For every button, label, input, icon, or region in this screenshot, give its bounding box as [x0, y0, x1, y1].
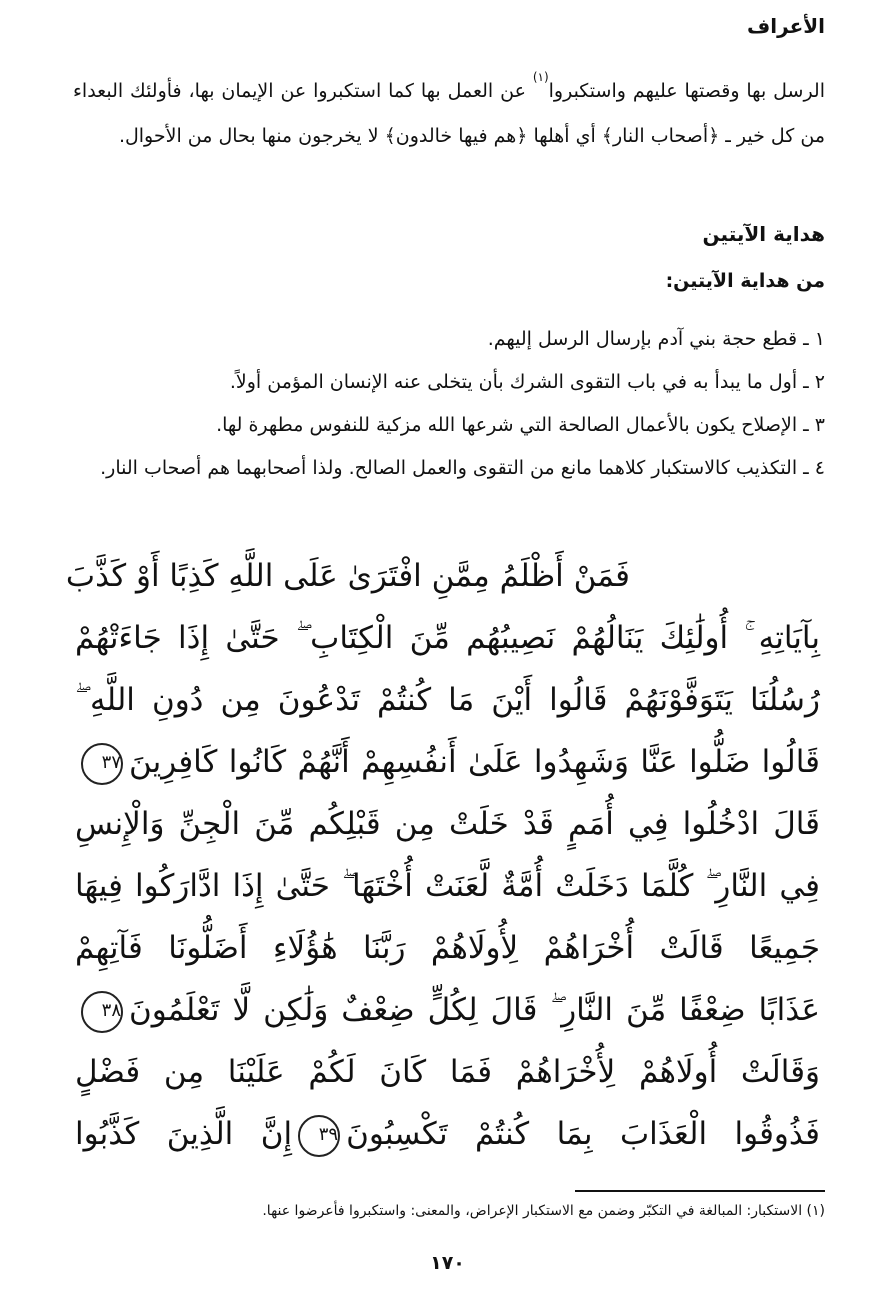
verse-text: جَمِيعًا قَالَتْ أُخْرَاهُمْ لِأُولَاهُمْ رَبَّنَا هَٰؤُلَاءِ أَضَلُّونَا فَآتِهِمْ: [75, 930, 820, 966]
surah-header: الأعراف: [747, 14, 825, 38]
verse-text: فَمَنْ أَظْلَمُ مِمَّنِ افْتَرَىٰ عَلَى اللَّهِ كَذِبًا أَوْ كَذَّبَ: [65, 558, 630, 594]
footnote-text: الاستكبار: المبالغة في التكبّر وضمن مع الاستكبار الإعراض، والمعنى: واستكبروا فأعرضوا عنها.: [262, 1203, 807, 1219]
footnote: [73, 1200, 825, 1222]
verse-line: [75, 979, 820, 1041]
guidance-title: هداية الآيتين: [702, 222, 825, 246]
guidance-subtitle: من هداية الآيتين:: [665, 270, 825, 292]
guidance-item: ٣ ـ الإصلاح يكون بالأعمال الصالحة التي شرعها الله مزكية للنفوس مطهرة لها.: [216, 414, 825, 436]
commentary-text-before: الرسل بها وقصتها عليهم واستكبروا: [548, 80, 825, 102]
verse-line: [75, 1041, 820, 1103]
guidance-item: ١ ـ قطع حجة بني آدم بإرسال الرسل إليهم.: [487, 328, 825, 350]
verse-text: قَالَ ادْخُلُوا فِي أُمَمٍ قَدْ خَلَتْ مِن قَبْلِكُم مِّنَ الْجِنِّ وَالْإِنسِ: [75, 806, 820, 842]
guidance-list: [73, 318, 825, 490]
verse-line: [75, 1103, 820, 1165]
footnote-marker: (١): [806, 1203, 825, 1219]
verse-line: [75, 855, 820, 917]
verse-text: رُسُلُنَا يَتَوَفَّوْنَهُمْ قَالُوا أَيْنَ مَا كُنتُمْ تَدْعُونَ مِن دُونِ اللَّهِ ۖ: [75, 682, 820, 718]
footnote-divider: [575, 1190, 825, 1192]
footnote-reference: (١): [532, 70, 549, 84]
verse-text: وَقَالَتْ أُولَاهُمْ لِأُخْرَاهُمْ فَمَا كَانَ لَكُمْ عَلَيْنَا مِن فَضْلٍ: [75, 1054, 820, 1090]
verse-line: [75, 793, 820, 855]
commentary-text: [73, 70, 825, 158]
verse-line: [75, 607, 820, 669]
verse-text-continued: إِنَّ الَّذِينَ كَذَّبُوا: [75, 1116, 293, 1152]
verse-line: [75, 731, 820, 793]
verse-text: عَذَابًا ضِعْفًا مِّنَ النَّارِ ۖ قَالَ لِكُلٍّ ضِعْفٌ وَلَٰكِن لَّا تَعْلَمُونَ: [129, 992, 820, 1028]
verse-text: قَالُوا ضَلُّوا عَنَّا وَشَهِدُوا عَلَىٰ أَنفُسِهِمْ أَنَّهُمْ كَانُوا كَافِرِينَ: [129, 744, 820, 780]
verse-text: فِي النَّارِ ۖ كُلَّمَا دَخَلَتْ أُمَّةٌ لَّعَنَتْ أُخْتَهَا ۖ حَتَّىٰ إِذَا ادَّارَكُوا فِيهَا: [75, 868, 820, 904]
guidance-item: ٤ ـ التكذيب كالاستكبار كلاهما مانع من التقوى والعمل الصالح. ولذا أصحابهما هم أصحاب النار.: [100, 457, 825, 479]
ayah-number-marker: ٣٩: [298, 1115, 340, 1157]
verse-line: [65, 545, 820, 607]
ayah-number-marker: ٣٧: [81, 743, 123, 785]
verse-text: فَذُوقُوا الْعَذَابَ بِمَا كُنتُمْ تَكْسِبُونَ: [346, 1116, 820, 1152]
commentary-paragraph: [73, 70, 825, 158]
ayah-number-marker: ٣٨: [81, 991, 123, 1033]
verse-line: [75, 669, 820, 731]
verse-text: بِآيَاتِهِ ۚ أُولَٰئِكَ يَنَالُهُمْ نَصِيبُهُم مِّنَ الْكِتَابِ ۖ حَتَّىٰ إِذَا جَاءَتْهُمْ: [75, 620, 820, 656]
verse-line: [75, 917, 820, 979]
guidance-item: ٢ ـ أول ما يبدأ به في باب التقوى الشرك بأن يتخلى عنه الإنسان المؤمن أولاً.: [229, 371, 825, 393]
page-number: ١٧٠: [430, 1252, 465, 1274]
quran-verses: [65, 545, 820, 1165]
commentary-text-after: عن العمل بها كما استكبروا عن الإيمان بها، فأولئك البعداء من كل خير ـ ﴿أصحاب النار﴾ أي أهلها ﴿هم فيها خالدون﴾ لا يخرجون منها بحال من الأحوال.: [73, 80, 825, 147]
